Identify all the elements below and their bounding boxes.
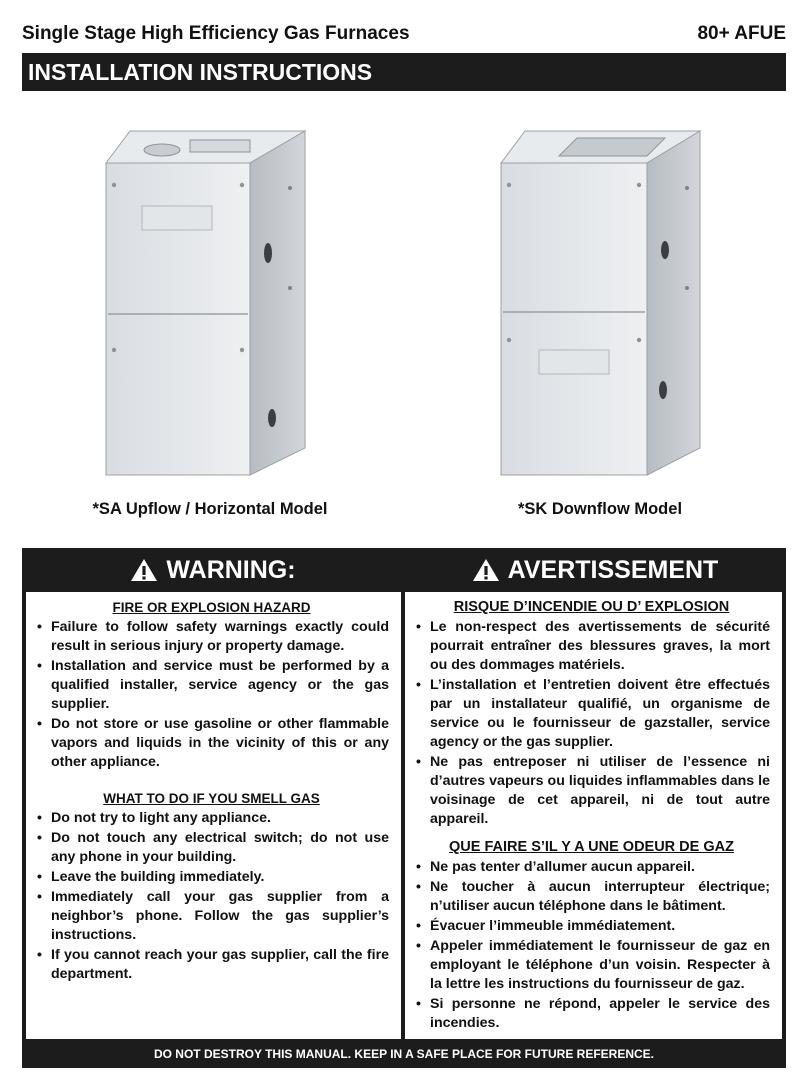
hazard-title-en: FIRE OR EXPLOSION HAZARD [112, 600, 311, 615]
footer-note: DO NOT DESTROY THIS MANUAL. KEEP IN A SAFE PLACE FOR FUTURE REFERENCE. [153, 1047, 655, 1061]
list-item: • Si personne ne répond, appeler le service des incendies. [413, 995, 770, 1033]
upflow-caption: *SA Upflow / Horizontal Model [92, 500, 328, 518]
list-item: • If you cannot reach your gas supplier, call the fire department. [34, 946, 389, 984]
warning-column-fr [405, 592, 782, 1039]
list-item: • L’installation et l’entretien doivent être effectués par un installateur qualifié, un organisme de service ou le fournisseur de gazstaller, service agency or the gas supplier. [413, 676, 770, 752]
header-line [22, 22, 786, 46]
hazard-title-fr: RISQUE D’INCENDIE OU D’ EXPLOSION [453, 599, 730, 615]
warning-heading-en [22, 548, 404, 592]
gas-list-fr [413, 858, 770, 1033]
gas-list-en [34, 809, 389, 984]
downflow-caption: *SK Downflow Model [517, 500, 683, 518]
warning-triangle-icon [130, 558, 158, 582]
list-item: • Leave the building immediately. [34, 868, 389, 887]
warning-box [22, 548, 786, 1068]
list-item: • Do not try to light any appliance. [34, 809, 389, 828]
gas-title-en: WHAT TO DO IF YOU SMELL GAS [103, 791, 320, 806]
list-item: • Le non-respect des avertissements de sécurité pourrait entraîner des blessures graves, la mort ou des dommages matériels. [413, 618, 770, 675]
list-item: • Évacuer l’immeuble immédiatement. [413, 917, 770, 936]
list-item: • Ne toucher à aucun interrupteur électrique; n’utiliser aucun téléphone dans le bâtiment. [413, 878, 770, 916]
gas-title-fr: QUE FAIRE S’IL Y A UNE ODEUR DE GAZ [449, 839, 734, 855]
list-item: • Do not touch any electrical switch; do not use any phone in your building. [34, 829, 389, 867]
list-item: • Ne pas tenter d’allumer aucun appareil. [413, 858, 770, 877]
list-item: • Do not store or use gasoline or other flammable vapors and liquids in the vicinity of this or any other appliance. [34, 715, 389, 772]
avertissement-title: AVERTISSEMENT [507, 555, 719, 584]
warning-column-en [26, 592, 401, 1039]
warning-title: WARNING: [166, 555, 296, 584]
list-item: • Ne pas entreposer ni utiliser de l’essence ni d’autres vapeurs ou liquides inflammables dans le voisinage de cet appareil, ni de tout autre appareil. [413, 753, 770, 829]
downflow-furnace-image [497, 128, 707, 480]
afue-rating: 80+ AFUE [697, 23, 786, 44]
page-title: INSTALLATION INSTRUCTIONS [28, 58, 373, 85]
product-line: Single Stage High Efficiency Gas Furnaces [22, 23, 410, 44]
title-bar [22, 53, 786, 91]
list-item: • Installation and service must be performed by a qualified installer, service agency or the gas supplier. [34, 657, 389, 714]
warning-triangle-icon [472, 558, 500, 582]
warning-heading-fr [404, 548, 786, 592]
list-item: • Appeler immédiatement le fournisseur de gaz en employant le téléphone d’un voisin. Respecter à la lettre les instructions du fournisseur de gaz. [413, 937, 770, 994]
list-item: • Failure to follow safety warnings exactly could result in serious injury or property damage. [34, 618, 389, 656]
list-item: • Immediately call your gas supplier from a neighbor’s phone. Follow the gas supplier’s instructions. [34, 888, 389, 945]
hazard-list-fr [413, 618, 770, 829]
hazard-list-en [34, 618, 389, 772]
upflow-furnace-image [100, 128, 310, 480]
